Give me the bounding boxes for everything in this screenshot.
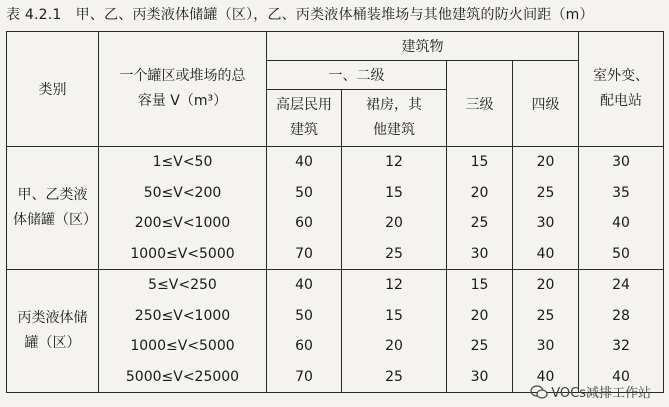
- substation-value-cell: 40: [579, 208, 664, 239]
- grade4-value-cell: 30: [513, 331, 579, 362]
- table-row: [7, 331, 664, 362]
- header-grade-1-2: 一、二级: [267, 61, 447, 90]
- category-cell: 丙类液体储罐（区）: [7, 270, 99, 393]
- header-grade-4: 四级: [513, 61, 579, 147]
- fire-separation-table: [6, 31, 664, 393]
- header-category: 类别: [7, 32, 99, 147]
- factory-value-cell: 20: [342, 208, 447, 239]
- grade3-value-cell: 20: [447, 301, 513, 332]
- watermark: [530, 382, 651, 401]
- grade4-value-cell: 20: [513, 270, 579, 301]
- grade4-value-cell: 25: [513, 178, 579, 209]
- highrise-value-cell: 40: [267, 270, 342, 301]
- grade3-value-cell: 25: [447, 331, 513, 362]
- substation-value-cell: 35: [579, 178, 664, 209]
- capacity-range-cell: 5000≤V<25000: [99, 362, 267, 393]
- capacity-range-cell: 1000≤V<5000: [99, 239, 267, 270]
- substation-value-cell: 40: [579, 362, 664, 393]
- header-highrise: 高层民用建筑: [267, 90, 342, 147]
- table-row: [7, 239, 664, 270]
- factory-value-cell: 12: [342, 147, 447, 178]
- highrise-value-cell: 50: [267, 178, 342, 209]
- header-substation: 室外变、配电站: [579, 32, 664, 147]
- capacity-range-cell: 50≤V<200: [99, 178, 267, 209]
- substation-value-cell: 24: [579, 270, 664, 301]
- table-row: [7, 301, 664, 332]
- header-capacity: [99, 32, 267, 147]
- grade4-value-cell: 20: [513, 147, 579, 178]
- highrise-value-cell: 70: [267, 239, 342, 270]
- highrise-value-cell: 50: [267, 301, 342, 332]
- grade3-value-cell: 15: [447, 270, 513, 301]
- header-factory: 裙房，其他建筑: [342, 90, 447, 147]
- factory-value-cell: 15: [342, 301, 447, 332]
- category-cell: 甲、乙类液体储罐（区）: [7, 147, 99, 270]
- substation-value-cell: 32: [579, 331, 664, 362]
- capacity-range-cell: 200≤V<1000: [99, 208, 267, 239]
- capacity-range-cell: 250≤V<1000: [99, 301, 267, 332]
- grade3-value-cell: 30: [447, 239, 513, 270]
- highrise-value-cell: 60: [267, 331, 342, 362]
- table-row: [7, 147, 664, 178]
- substation-value-cell: 50: [579, 239, 664, 270]
- grade3-value-cell: 20: [447, 178, 513, 209]
- grade3-value-cell: 30: [447, 362, 513, 393]
- chat-bubble-icon: [530, 385, 548, 400]
- table-row: [7, 208, 664, 239]
- factory-value-cell: 25: [342, 239, 447, 270]
- grade3-value-cell: 15: [447, 147, 513, 178]
- watermark-text: VOCs减排工作站: [551, 386, 651, 401]
- table-row: [7, 178, 664, 209]
- factory-value-cell: 15: [342, 178, 447, 209]
- highrise-value-cell: 40: [267, 147, 342, 178]
- header-capacity-line1: 一个罐区或堆场的总: [119, 68, 246, 84]
- factory-value-cell: 25: [342, 362, 447, 393]
- capacity-range-cell: 1000≤V<5000: [99, 331, 267, 362]
- substation-value-cell: 28: [579, 301, 664, 332]
- table-caption: 表 4.2.1 甲、乙、丙类液体储罐（区），乙、丙类液体桶装堆场与其他建筑的防火间距（m）: [6, 7, 594, 23]
- substation-value-cell: 30: [579, 147, 664, 178]
- factory-value-cell: 20: [342, 331, 447, 362]
- grade4-value-cell: 40: [513, 362, 579, 393]
- table-row: [7, 270, 664, 301]
- highrise-value-cell: 70: [267, 362, 342, 393]
- header-buildings: 建筑物: [267, 32, 579, 61]
- highrise-value-cell: 60: [267, 208, 342, 239]
- capacity-range-cell: 1≤V<50: [99, 147, 267, 178]
- factory-value-cell: 12: [342, 270, 447, 301]
- grade4-value-cell: 30: [513, 208, 579, 239]
- header-grade-3: 三级: [447, 61, 513, 147]
- grade3-value-cell: 25: [447, 208, 513, 239]
- grade4-value-cell: 25: [513, 301, 579, 332]
- grade4-value-cell: 40: [513, 239, 579, 270]
- capacity-range-cell: 5≤V<250: [99, 270, 267, 301]
- header-capacity-line2: 容量 V（m³）: [137, 93, 228, 109]
